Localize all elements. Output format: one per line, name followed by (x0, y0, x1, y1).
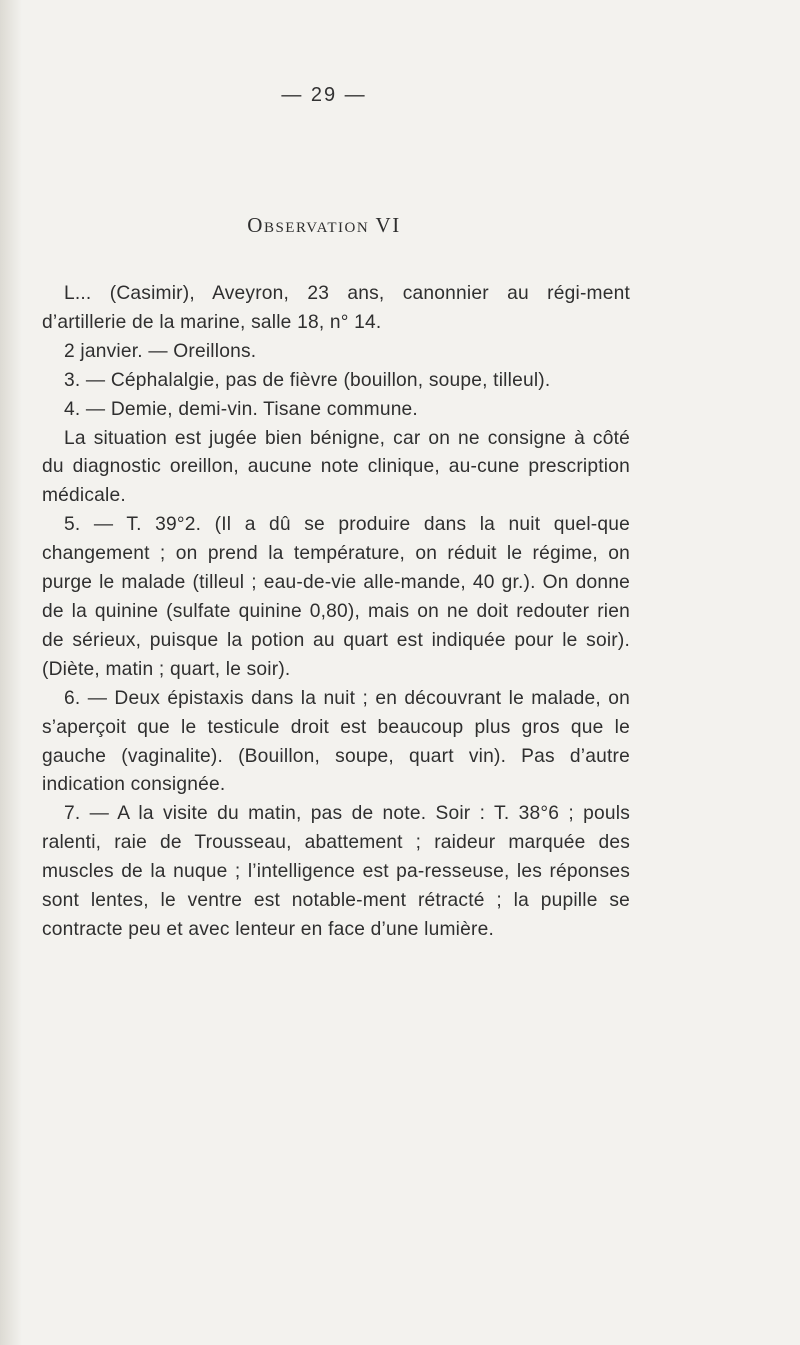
paragraph-day-3: 3. — Céphalalgie, pas de fièvre (bouillon, soupe, tilleul). (64, 369, 551, 391)
paragraph-situation-note: La situation est jugée bien bénigne, car on ne consigne à côté du diagnostic oreillon, aucune note clinique, au-cune prescription médicale. (42, 427, 630, 507)
paragraph-day-7: 7. — A la visite du matin, pas de note. Soir : T. 38°6 ; pouls ralenti, raie de Trousseau, abattement ; raideur marquée des muscles de la nuque ; l’intelligence est pa-resseuse, les réponses sont lentes, le ventre est notable-ment rétracté ; la pupille se contracte peu et avec lenteur en face d’une lumière. (42, 803, 630, 940)
page-edge-shadow (0, 0, 22, 1345)
page-number: — 29 — (281, 84, 367, 106)
observation-title: Observation VI (247, 213, 401, 237)
paragraph-day-4: 4. — Demie, demi-vin. Tisane commune. (64, 398, 418, 420)
paragraph-day-5: 5. — T. 39°2. (Il a dû se produire dans la nuit quel-que changement ; on prend la température, on réduit le régime, on purge le malade (tilleul ; eau-de-vie alle-mande, 40 gr.). On donne de la quinine (sulfate quinine 0,80), mais on ne doit redouter rien de sérieux, puisque la potion au quart est indiquée pour le soir). (Diète, matin ; quart, le soir). (42, 514, 630, 680)
paragraph-day-6: 6. — Deux épistaxis dans la nuit ; en découvrant le malade, on s’aperçoit que le testicule droit est beaucoup plus gros que le gauche (vaginalite). (Bouillon, soupe, quart vin). Pas d’autre indication consignée. (42, 687, 630, 796)
paragraph-january-2: 2 janvier. — Oreillons. (64, 340, 257, 362)
paragraph-patient-identity: L... (Casimir), Aveyron, 23 ans, canonnier au régi-ment d’artillerie de la marine, salle 18, n° 14. (42, 283, 630, 333)
observation-body (42, 280, 630, 945)
